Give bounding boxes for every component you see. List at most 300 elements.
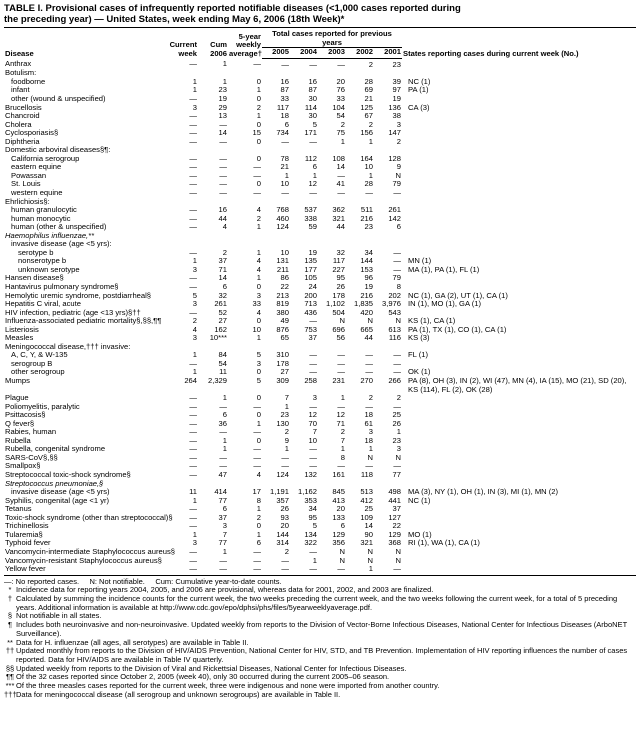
- count-cell: 6: [312, 162, 317, 172]
- count-cell: 77: [218, 538, 227, 548]
- count-cell: N: [395, 316, 401, 326]
- count-cell: —: [189, 410, 197, 420]
- count-cell: 86: [280, 273, 289, 283]
- header-year: 2001: [374, 48, 402, 59]
- disease-name: St. Louis: [11, 179, 41, 189]
- count-cell: 0: [256, 367, 261, 377]
- count-cell: 436: [304, 307, 317, 317]
- table-title: TABLE I. Provisional cases of infrequently reported notifiable diseases (<1,000 cases reported during the preceding year) — United States, week ending May 6, 2006 (18th Week)*: [4, 3, 461, 25]
- count-cell: 10: [280, 247, 289, 257]
- table-row: [4, 180, 636, 189]
- count-cell: 0: [256, 136, 261, 146]
- footnote: [4, 647, 636, 664]
- count-cell: [346, 232, 374, 241]
- states-reporting: [402, 548, 636, 557]
- count-cell: —: [309, 350, 317, 360]
- footnote-symbol: ††: [5, 646, 15, 656]
- count-cell: 1: [256, 418, 261, 428]
- table-row: [4, 351, 636, 360]
- count-cell: —: [189, 187, 197, 197]
- count-cell: 13: [218, 111, 227, 121]
- count-cell: —: [253, 461, 261, 471]
- count-cell: —: [281, 461, 289, 471]
- table-row: [4, 360, 636, 369]
- count-cell: 1: [256, 333, 261, 343]
- table-row: [4, 104, 636, 113]
- count-cell: —: [189, 418, 197, 428]
- count-cell: 1: [312, 170, 317, 180]
- header-cum-2006: Cum 2006: [198, 28, 228, 59]
- count-cell: 32: [336, 247, 345, 257]
- states-reporting: [402, 232, 636, 241]
- count-cell: —: [189, 162, 197, 172]
- count-cell: 1: [340, 136, 345, 146]
- count-cell: —: [337, 358, 345, 368]
- count-cell: —: [365, 401, 373, 411]
- table-row: [4, 497, 636, 506]
- count-cell: 1: [256, 504, 261, 514]
- count-cell: 77: [218, 495, 227, 505]
- count-cell: 1,835: [353, 299, 373, 309]
- count-cell: 26: [280, 504, 289, 514]
- count-cell: 22: [280, 282, 289, 291]
- count-cell: 0: [256, 521, 261, 531]
- disease-name: Listeriosis: [5, 324, 39, 334]
- count-cell: —: [189, 93, 197, 103]
- count-cell: —: [189, 111, 197, 121]
- count-cell: —: [365, 461, 373, 471]
- count-cell: 16: [280, 76, 289, 86]
- count-cell: —: [337, 350, 345, 360]
- count-cell: 1: [368, 444, 373, 454]
- count-cell: 11: [219, 367, 227, 377]
- count-cell: 44: [336, 222, 345, 232]
- count-cell: 2: [192, 316, 197, 326]
- count-cell: 129: [388, 529, 401, 539]
- count-cell: 44: [364, 333, 373, 343]
- count-cell: —: [219, 401, 227, 411]
- states-reporting: [402, 215, 636, 224]
- table-row: [4, 420, 636, 429]
- count-cell: N: [367, 316, 373, 326]
- count-cell: 38: [392, 111, 401, 121]
- table-row: [4, 129, 636, 138]
- count-cell: —: [253, 401, 261, 411]
- count-cell: 2: [256, 102, 261, 112]
- count-cell: 819: [276, 299, 289, 309]
- count-cell: 37: [218, 512, 227, 522]
- count-cell: —: [337, 187, 345, 197]
- table-row: [4, 198, 636, 207]
- states-reporting: RI (1), WA (1), CA (1): [408, 538, 480, 548]
- table-row: [4, 163, 636, 172]
- table-row: [4, 266, 636, 275]
- count-cell: 8: [340, 452, 345, 462]
- count-cell: 23: [280, 410, 289, 420]
- count-cell: 20: [336, 504, 345, 514]
- count-cell: 36: [218, 418, 227, 428]
- states-reporting: [402, 522, 636, 531]
- footnote-text: Updated weekly from reports to the Division of Viral and Rickettsial Diseases, National Center for Infectious Diseases.: [16, 663, 407, 673]
- count-cell: —: [189, 59, 197, 69]
- table-row: [4, 317, 636, 326]
- states-reporting: [402, 198, 636, 207]
- states-reporting: [402, 514, 636, 523]
- count-cell: 114: [304, 102, 317, 112]
- footnote-symbol: ¶: [7, 620, 13, 630]
- count-cell: 9: [396, 162, 401, 172]
- count-cell: —: [309, 401, 317, 411]
- count-cell: 0: [256, 435, 261, 445]
- states-reporting: NC (1), GA (2), UT (1), CA (1): [408, 290, 508, 300]
- count-cell: —: [189, 205, 197, 215]
- count-cell: 14: [364, 521, 373, 531]
- count-cell: 19: [308, 247, 317, 257]
- count-cell: 1: [396, 427, 401, 437]
- count-cell: 4: [256, 307, 261, 317]
- count-cell: 171: [304, 128, 317, 138]
- count-cell: 1: [192, 367, 197, 377]
- count-cell: —: [337, 401, 345, 411]
- count-cell: 1: [312, 555, 317, 565]
- count-cell: —: [318, 565, 346, 575]
- count-cell: —: [262, 565, 290, 575]
- count-cell: —: [393, 461, 401, 471]
- count-cell: 2: [368, 59, 373, 69]
- count-cell: 23: [392, 59, 401, 69]
- count-cell: —: [219, 162, 227, 172]
- states-reporting: [402, 557, 636, 566]
- states-reporting: [402, 394, 636, 403]
- count-cell: 309: [276, 376, 289, 386]
- count-cell: —: [309, 59, 317, 69]
- count-cell: 21: [364, 93, 373, 103]
- count-cell: 227: [332, 264, 345, 274]
- disease-name: foodborne: [11, 76, 46, 86]
- count-cell: 116: [388, 333, 401, 343]
- count-cell: —: [219, 136, 227, 146]
- count-cell: —: [189, 401, 197, 411]
- count-cell: —: [219, 427, 227, 437]
- count-cell: 6: [256, 538, 261, 548]
- count-cell: 8: [396, 282, 401, 291]
- states-reporting: [402, 274, 636, 283]
- count-cell: 7: [222, 529, 227, 539]
- count-cell: 202: [388, 290, 401, 300]
- count-cell: 156: [360, 128, 373, 138]
- count-cell: 84: [218, 350, 227, 360]
- count-cell: 10: [364, 162, 373, 172]
- disease-name: other serogroup: [11, 367, 65, 377]
- count-cell: 90: [364, 529, 373, 539]
- count-cell: 4: [222, 222, 227, 232]
- table-row: [4, 223, 636, 232]
- count-cell: —: [393, 401, 401, 411]
- count-cell: 0: [256, 410, 261, 420]
- count-cell: 310: [276, 350, 289, 360]
- states-reporting: [402, 471, 636, 480]
- disease-name: Poliomyelitis, paralytic: [5, 401, 80, 411]
- count-cell: 4: [256, 256, 261, 266]
- states-reporting: [402, 505, 636, 514]
- count-cell: 44: [218, 213, 227, 223]
- count-cell: 665: [360, 324, 373, 334]
- table-body: [4, 58, 636, 575]
- table-row: [4, 78, 636, 87]
- disease-name: Cholera: [5, 119, 32, 129]
- count-cell: —: [365, 187, 373, 197]
- count-cell: 504: [332, 307, 345, 317]
- count-cell: 0: [256, 153, 261, 163]
- count-cell: 2: [396, 393, 401, 403]
- count-cell: [374, 232, 402, 241]
- count-cell: 2: [284, 427, 289, 437]
- count-cell: 69: [364, 85, 373, 95]
- disease-name: Rabies, human: [5, 427, 57, 437]
- count-cell: 3: [192, 333, 197, 343]
- count-cell: 25: [364, 504, 373, 514]
- count-cell: —: [309, 187, 317, 197]
- count-cell: 15: [252, 128, 261, 138]
- count-cell: —: [219, 153, 227, 163]
- count-cell: 213: [276, 290, 289, 300]
- disease-name: Diphtheria: [5, 136, 40, 146]
- disease-name: Trichinellosis: [5, 521, 49, 531]
- count-cell: 3: [256, 358, 261, 368]
- disease-name: Vancomycin-intermediate Staphylococcus aureus§: [5, 546, 175, 556]
- count-cell: 41: [336, 179, 345, 189]
- count-cell: 11: [189, 487, 197, 497]
- count-cell: N: [339, 555, 345, 565]
- count-cell: 2: [222, 247, 227, 257]
- count-cell: 130: [276, 418, 289, 428]
- count-cell: —: [219, 452, 227, 462]
- disease-name: Hansen disease§: [5, 273, 64, 283]
- count-cell: 136: [388, 102, 401, 112]
- disease-name: Hantavirus pulmonary syndrome§: [5, 282, 119, 291]
- states-reporting: [402, 95, 636, 104]
- count-cell: 1: [192, 495, 197, 505]
- table-row: [4, 445, 636, 454]
- count-cell: —: [189, 119, 197, 129]
- count-cell: 18: [364, 435, 373, 445]
- count-cell: —: [219, 170, 227, 180]
- count-cell: —: [337, 59, 345, 69]
- footnote-list: [4, 586, 636, 699]
- count-cell: 54: [336, 111, 345, 121]
- disease-name: Domestic arboviral diseases§¶:: [5, 145, 111, 155]
- count-cell: 321: [360, 538, 373, 548]
- count-cell: 1: [368, 136, 373, 146]
- states-reporting: [402, 403, 636, 412]
- count-cell: 266: [388, 376, 401, 386]
- count-cell: —: [290, 565, 318, 575]
- count-cell: 61: [364, 418, 373, 428]
- count-cell: 23: [364, 222, 373, 232]
- header-states: States reporting cases during current week (No.): [402, 28, 636, 59]
- count-cell: 177: [304, 264, 317, 274]
- count-cell: 153: [360, 264, 373, 274]
- disease-name: HIV infection, pediatric (age <13 yrs)§††: [5, 307, 141, 317]
- footnote: [4, 691, 636, 700]
- count-cell: 876: [276, 324, 289, 334]
- count-cell: 5: [312, 521, 317, 531]
- count-cell: 29: [218, 102, 227, 112]
- footnote-legend: —: No reported cases. N: Not notifiable. Cum: Cumulative year-to-date counts.: [4, 576, 282, 586]
- count-cell: 1: [256, 529, 261, 539]
- count-cell: 104: [332, 102, 345, 112]
- count-cell: 95: [308, 512, 317, 522]
- states-reporting: [402, 249, 636, 258]
- count-cell: 5: [192, 290, 197, 300]
- table-row: [4, 326, 636, 335]
- disease-name: Botulism:: [5, 68, 37, 78]
- disease-name: Smallpox§: [5, 461, 41, 471]
- count-cell: 2: [340, 119, 345, 129]
- notifiable-diseases-table: [4, 27, 636, 576]
- count-cell: 79: [392, 273, 401, 283]
- count-cell: 1: [340, 393, 345, 403]
- states-reporting: [402, 180, 636, 189]
- footnote-text: Data for meningococcal disease (all serogroup and unknown serogroups) are available in Table II.: [16, 689, 341, 699]
- disease-name: invasive disease (age <5 yrs): [11, 487, 110, 497]
- states-reporting: MA (3), NY (1), OH (1), IN (3), MI (1), MN (2): [408, 487, 559, 497]
- count-cell: 33: [280, 93, 289, 103]
- count-cell: —: [189, 222, 197, 232]
- count-cell: —: [393, 264, 401, 274]
- states-reporting: [402, 163, 636, 172]
- count-cell: 368: [388, 538, 401, 548]
- count-cell: —: [189, 136, 197, 146]
- count-cell: 124: [276, 470, 289, 480]
- count-cell: 24: [308, 282, 317, 291]
- count-cell: 37: [392, 504, 401, 514]
- count-cell: 16: [218, 205, 227, 215]
- header-year: 2003: [318, 48, 346, 59]
- count-cell: 77: [392, 470, 401, 480]
- count-cell: 30: [308, 93, 317, 103]
- count-cell: —: [374, 565, 402, 575]
- count-cell: 460: [276, 213, 289, 223]
- count-cell: —: [309, 461, 317, 471]
- count-cell: 412: [360, 495, 373, 505]
- count-cell: 12: [308, 410, 317, 420]
- states-reporting: NC (1): [408, 76, 431, 86]
- disease-name: Vancomycin-resistant Staphylococcus aureus§: [5, 555, 162, 565]
- count-cell: 10***: [209, 333, 227, 343]
- count-cell: 178: [332, 290, 345, 300]
- count-cell: 3: [396, 119, 401, 129]
- disease-name: serotype b: [18, 247, 54, 257]
- table-row: [4, 189, 636, 198]
- count-cell: —: [189, 452, 197, 462]
- table-row: [4, 394, 636, 403]
- count-cell: 338: [304, 213, 317, 223]
- count-cell: 71: [336, 418, 345, 428]
- disease-name: SARS-CoV§,§§: [5, 452, 58, 462]
- count-cell: 231: [332, 376, 345, 386]
- count-cell: 30: [308, 111, 317, 121]
- count-cell: 1: [192, 529, 197, 539]
- count-cell: 164: [360, 153, 373, 163]
- disease-name: Rubella, congenital syndrome: [5, 444, 106, 454]
- count-cell: —: [281, 555, 289, 565]
- count-cell: 25: [392, 410, 401, 420]
- count-cell: [164, 232, 198, 241]
- disease-name: human (other & unspecified): [11, 222, 107, 232]
- count-cell: —: [365, 367, 373, 377]
- count-cell: 27: [218, 316, 227, 326]
- count-cell: —: [189, 512, 197, 522]
- count-cell: —: [393, 187, 401, 197]
- count-cell: 1: [256, 111, 261, 121]
- count-cell: 321: [332, 213, 345, 223]
- count-cell: 17: [252, 487, 261, 497]
- count-cell: 16: [308, 76, 317, 86]
- count-cell: —: [189, 170, 197, 180]
- count-cell: 49: [280, 316, 289, 326]
- count-cell: 1: [222, 393, 227, 403]
- count-cell: —: [253, 555, 261, 565]
- count-cell: 79: [392, 179, 401, 189]
- count-cell: 144: [276, 529, 289, 539]
- count-cell: 1: [256, 247, 261, 257]
- count-cell: 162: [214, 324, 227, 334]
- table-row: [4, 155, 636, 164]
- states-reporting: [402, 189, 636, 198]
- count-cell: 12: [336, 410, 345, 420]
- count-cell: 1: [284, 444, 289, 454]
- count-cell: N: [367, 452, 373, 462]
- count-cell: 125: [360, 102, 373, 112]
- footnote-text: Calculated by summing the incidence counts for the current week, the two weeks preceding the current week, and the two weeks following the current week, for a total of 5 preceding years. Additional information is available at http://www.cdc.gov/epo/dphsi/phs/files/5yearweeklyaverage.pdf.: [16, 594, 618, 612]
- table-row: [4, 206, 636, 215]
- disease-name: Cyclosporiasis§: [5, 128, 59, 138]
- table-row: [4, 411, 636, 420]
- count-cell: 128: [388, 153, 401, 163]
- count-cell: 3,976: [381, 299, 401, 309]
- count-cell: —: [189, 128, 197, 138]
- count-cell: 134: [304, 529, 317, 539]
- count-cell: 1: [222, 546, 227, 556]
- count-cell: 67: [364, 111, 373, 121]
- table-row: [4, 172, 636, 181]
- disease-name: Mumps: [5, 376, 30, 386]
- states-reporting: [402, 129, 636, 138]
- count-cell: 34: [364, 247, 373, 257]
- count-cell: 9: [284, 435, 289, 445]
- table-row: [4, 240, 636, 249]
- count-cell: 75: [336, 128, 345, 138]
- count-cell: —: [189, 504, 197, 514]
- count-cell: 5: [312, 119, 317, 129]
- table-row: [4, 112, 636, 121]
- count-cell: 2: [256, 512, 261, 522]
- count-cell: 414: [214, 487, 227, 497]
- disease-name: Measles: [5, 333, 34, 343]
- count-cell: 6: [222, 410, 227, 420]
- count-cell: 3: [192, 299, 197, 309]
- disease-name: nonserotype b: [18, 256, 67, 266]
- count-cell: —: [309, 444, 317, 454]
- disease-name: Meningococcal disease,††† invasive:: [5, 341, 131, 351]
- count-cell: N: [339, 316, 345, 326]
- count-cell: 1: [256, 85, 261, 95]
- states-reporting: PA (8), OH (3), IN (2), WI (47), MN (4), IA (15), MO (21), SD (20), KS (114), FL (2), OK (28): [408, 376, 627, 394]
- count-cell: 78: [280, 153, 289, 163]
- table-row: [4, 565, 636, 575]
- disease-name: other (wound & unspecified): [11, 93, 106, 103]
